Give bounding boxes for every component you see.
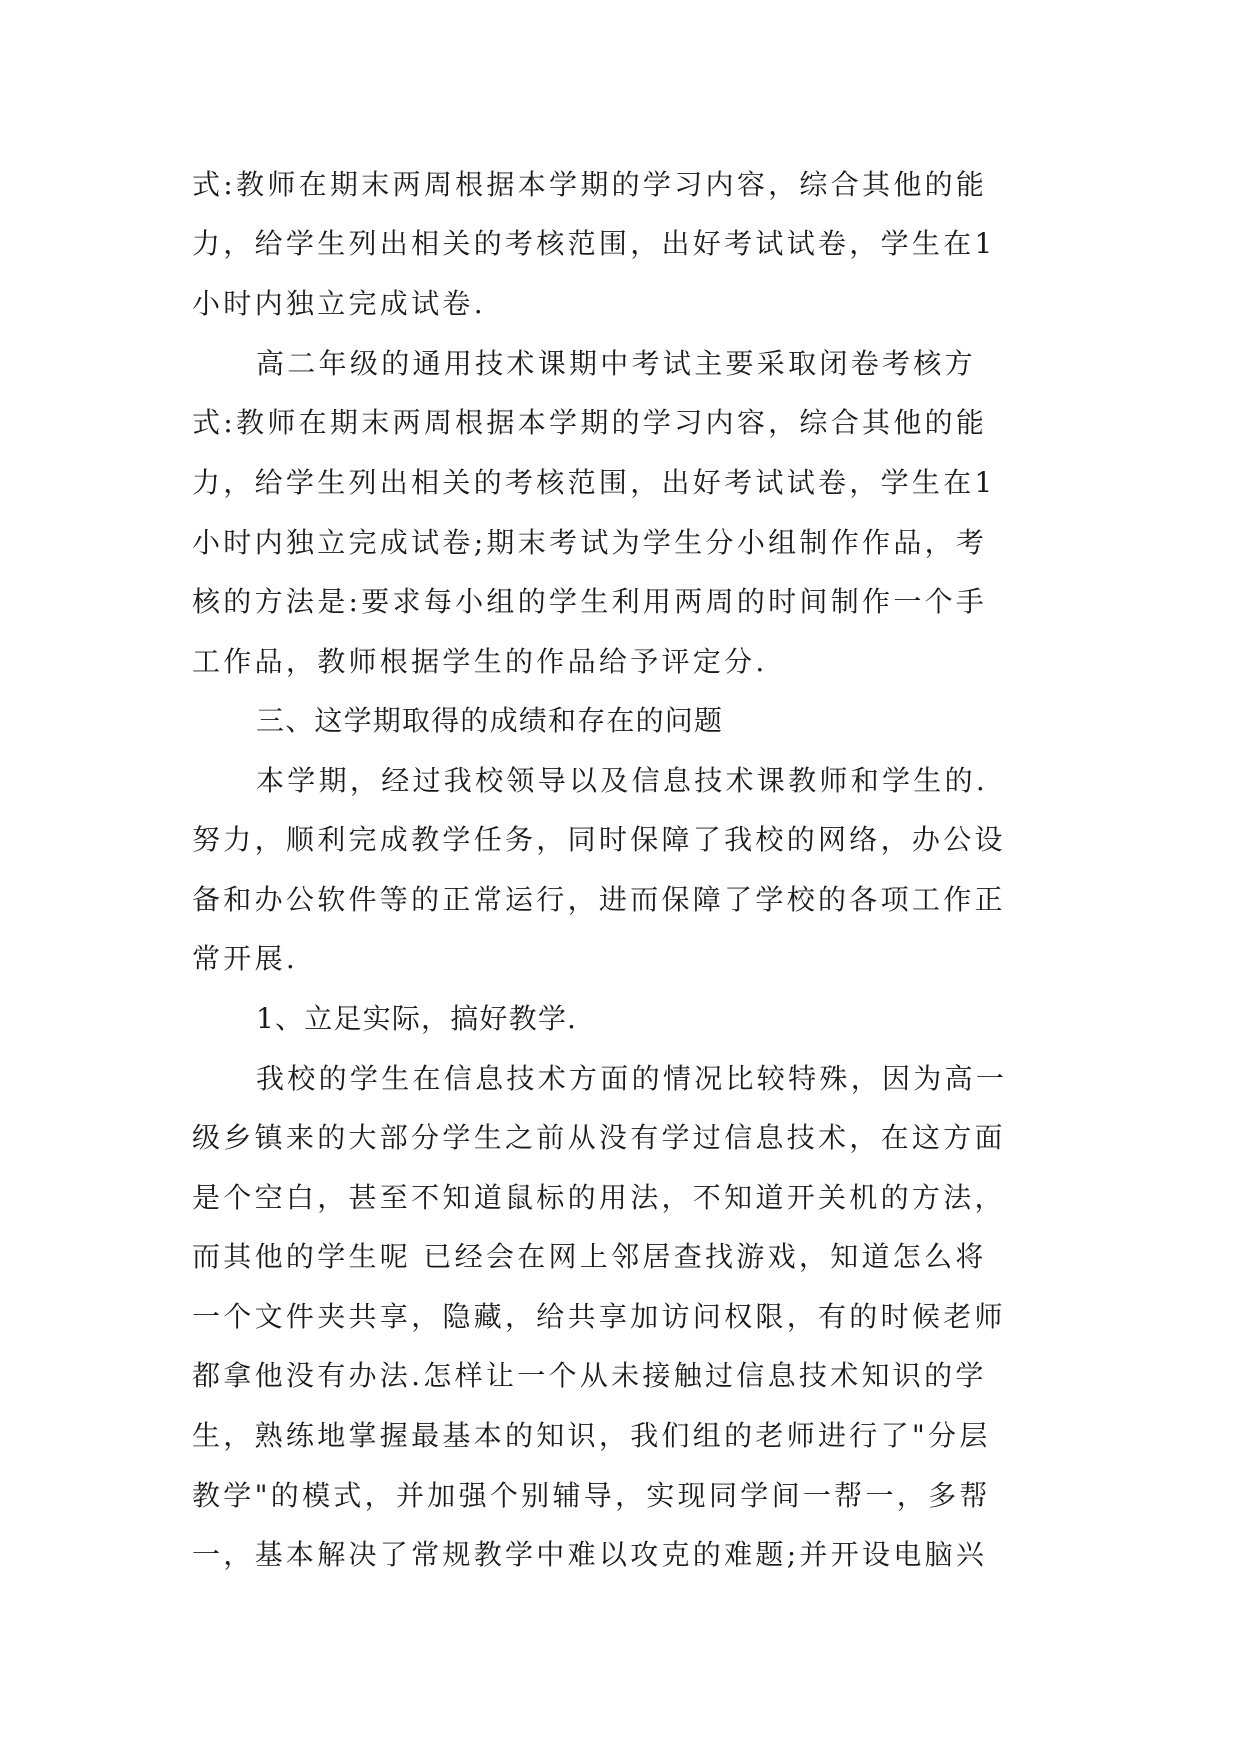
text-line: 式:教师在期末两周根据本学期的学习内容，综合其他的能: [192, 168, 988, 201]
text-line: 一，基本解决了常规教学中难以攻克的难题;并开设电脑兴: [192, 1538, 988, 1571]
text-line: 我校的学生在信息技术方面的情况比较特殊，因为高一: [256, 1062, 1008, 1095]
text-line: 是个空白，甚至不知道鼠标的用法，不知道开关机的方法，: [192, 1181, 1006, 1214]
text-line: 小时内独立完成试卷;期末考试为学生分小组制作作品，考: [192, 526, 988, 559]
text-line: 力，给学生列出相关的考核范围，出好考试试卷，学生在1: [192, 227, 996, 260]
text-line: 级乡镇来的大部分学生之前从没有学过信息技术，在这方面: [192, 1121, 1006, 1154]
text-line: 力，给学生列出相关的考核范围，出好考试试卷，学生在1: [192, 466, 996, 499]
subsection-heading: 1、立足实际，搞好教学.: [256, 1002, 578, 1035]
text-line: 常开展.: [192, 942, 299, 975]
text-line: 高二年级的通用技术课期中考试主要采取闭卷考核方: [256, 347, 976, 380]
text-line: 而其他的学生呢 已经会在网上邻居查找游戏，知道怎么将: [192, 1240, 987, 1273]
text-line: 小时内独立完成试卷.: [192, 287, 486, 320]
text-line: 式:教师在期末两周根据本学期的学习内容，综合其他的能: [192, 406, 988, 439]
text-line: 核的方法是:要求每小组的学生利用两周的时间制作一个手: [192, 585, 988, 618]
text-line: 一个文件夹共享，隐藏，给共享加访问权限，有的时候老师: [192, 1300, 1006, 1333]
text-line: 备和办公软件等的正常运行，进而保障了学校的各项工作正: [192, 883, 1006, 916]
text-line: 生，熟练地掌握最基本的知识，我们组的老师进行了"分层: [192, 1419, 991, 1452]
text-line: 本学期，经过我校领导以及信息技术课教师和学生的.: [256, 764, 989, 797]
section-heading: 三、这学期取得的成绩和存在的问题: [256, 704, 724, 737]
text-line: 都拿他没有办法.怎样让一个从未接触过信息技术知识的学: [192, 1359, 987, 1392]
text-line: 工作品，教师根据学生的作品给予评定分.: [192, 645, 768, 678]
text-line: 努力，顺利完成教学任务，同时保障了我校的网络，办公设: [192, 823, 1006, 856]
text-line: 教学"的模式，并加强个别辅导，实现同学间一帮一，多帮: [192, 1479, 991, 1512]
